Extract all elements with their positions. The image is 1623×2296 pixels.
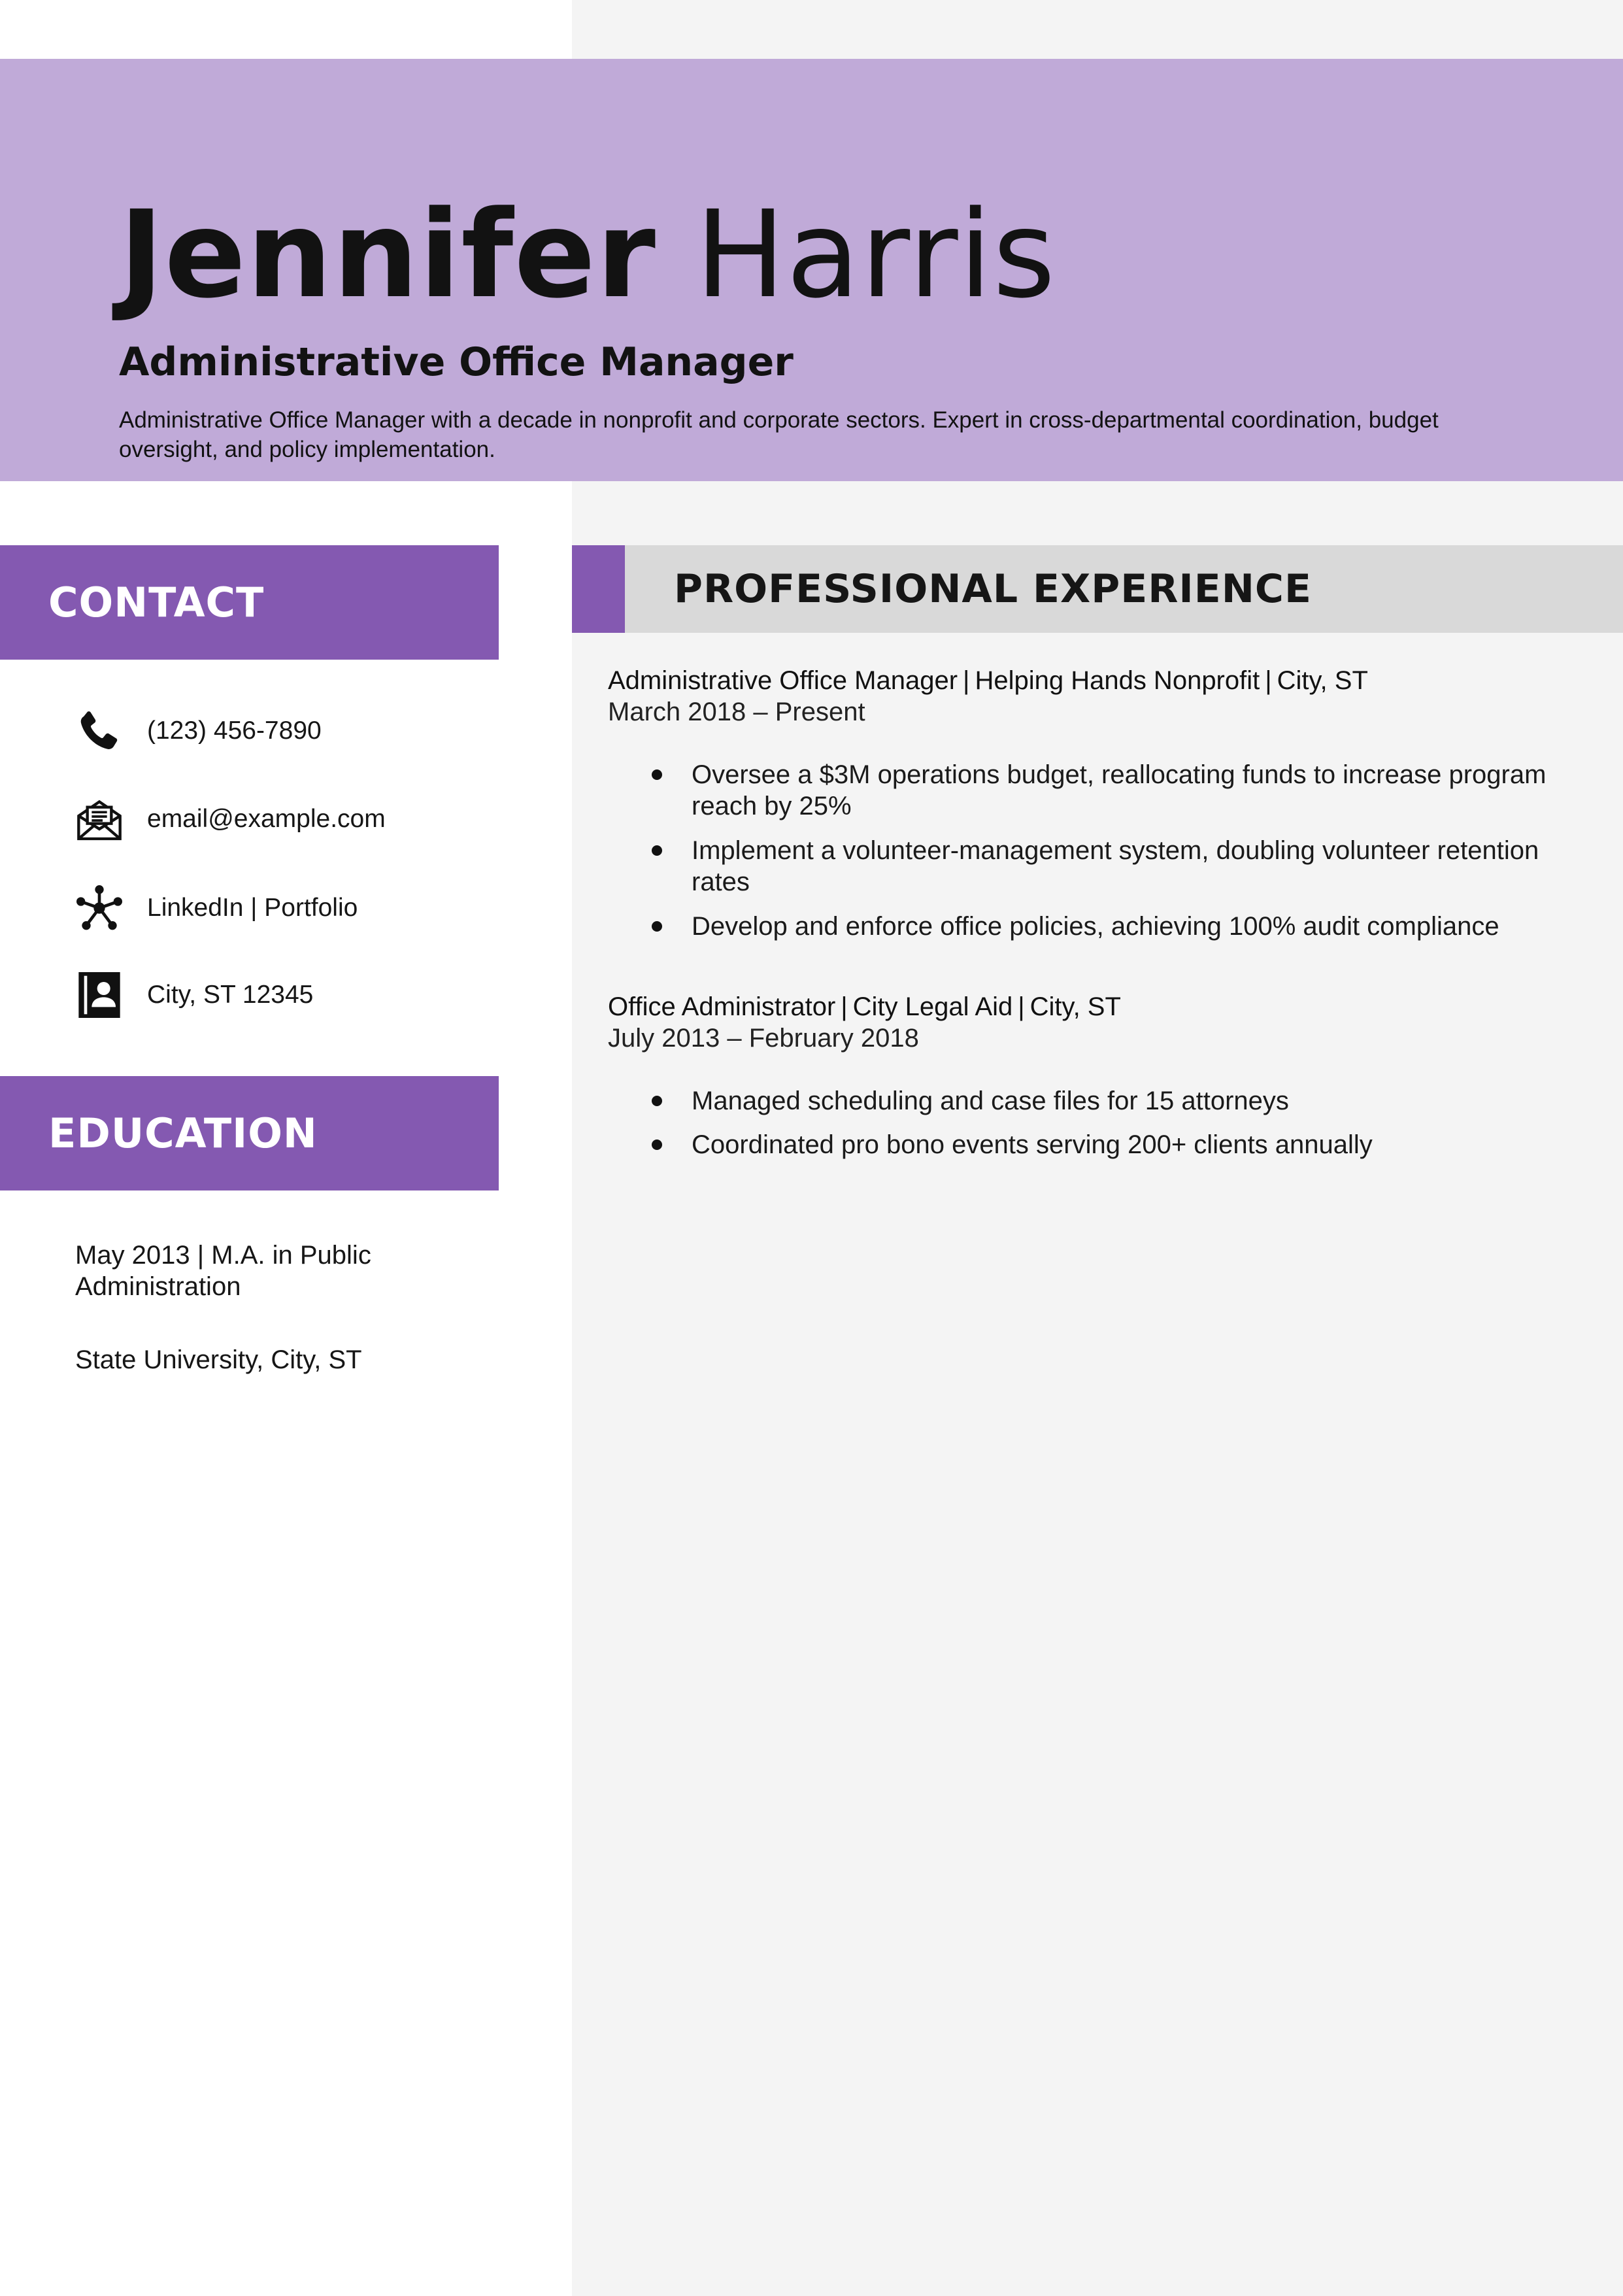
job-2-bullet: Coordinated pro bono events serving 200+ clients annually — [692, 1129, 1594, 1160]
linkedin-portfolio: LinkedIn | Portfolio — [147, 894, 358, 922]
bullet-dot — [652, 769, 662, 780]
job-2-role: Office Administrator — [608, 992, 836, 1021]
contact-email — [73, 793, 492, 845]
job-1-bullet: Develop and enforce office policies, achieving 100% audit compliance — [692, 911, 1594, 942]
job-title-heading: Administrative Office Manager — [119, 339, 794, 385]
job-1-location: City, ST — [1277, 666, 1368, 695]
contact-phone — [73, 705, 492, 757]
header-banner — [0, 59, 1623, 481]
bullet-dot — [652, 1140, 662, 1150]
last-name: Harris — [695, 185, 1056, 325]
education-heading: EDUCATION — [48, 1109, 318, 1157]
job-2-org: City Legal Aid — [852, 992, 1013, 1021]
job-1-dates: March 2018 – Present — [608, 698, 865, 726]
phone-icon — [73, 705, 125, 757]
envelope-icon — [73, 793, 125, 845]
section-accent-bar — [572, 545, 625, 633]
phone-number: (123) 456-7890 — [147, 717, 322, 745]
job-1-title: Administrative Office Manager | Helping Hands Nonprofit | City, ST — [608, 666, 1368, 695]
job-1-bullet: Oversee a $3M operations budget, reallocating funds to increase program reach by 25% — [692, 759, 1594, 822]
job-1-bullet: Implement a volunteer-management system, doubling volunteer retention rates — [692, 835, 1594, 898]
bullet-dot — [652, 845, 662, 856]
contact-address — [73, 969, 492, 1021]
experience-heading: PROFESSIONAL EXPERIENCE — [674, 566, 1312, 612]
degree-line: May 2013 | M.A. in Public Administration — [75, 1241, 371, 1301]
city-state-zip: City, ST 12345 — [147, 981, 314, 1009]
bullet-dot — [652, 1096, 662, 1106]
email-address: email@example.com — [147, 805, 386, 833]
professional-summary: Administrative Office Manager with a decade in nonprofit and corporate sectors. Expert in cross-departmental coordination, budget oversight, and policy implementation. — [119, 407, 1439, 462]
first-name: Jennifer — [119, 185, 656, 325]
address-book-icon — [73, 969, 125, 1021]
job-2-bullet: Managed scheduling and case files for 15 attorneys — [692, 1085, 1594, 1117]
job-2-dates: July 2013 – February 2018 — [608, 1024, 919, 1053]
job-2-location: City, ST — [1029, 992, 1121, 1021]
contact-links — [73, 882, 492, 934]
experience-section-header — [572, 545, 1623, 633]
network-icon — [73, 882, 125, 934]
job-1-org: Helping Hands Nonprofit — [975, 666, 1260, 695]
job-2-title: Office Administrator | City Legal Aid | City, ST — [608, 992, 1121, 1021]
contact-heading: CONTACT — [48, 579, 265, 626]
contact-section-header — [0, 545, 499, 660]
job-1-role: Administrative Office Manager — [608, 666, 958, 695]
school-line: State University, City, ST — [75, 1345, 362, 1374]
candidate-name — [119, 177, 1056, 333]
bullet-dot — [652, 921, 662, 932]
education-section-header — [0, 1076, 499, 1190]
